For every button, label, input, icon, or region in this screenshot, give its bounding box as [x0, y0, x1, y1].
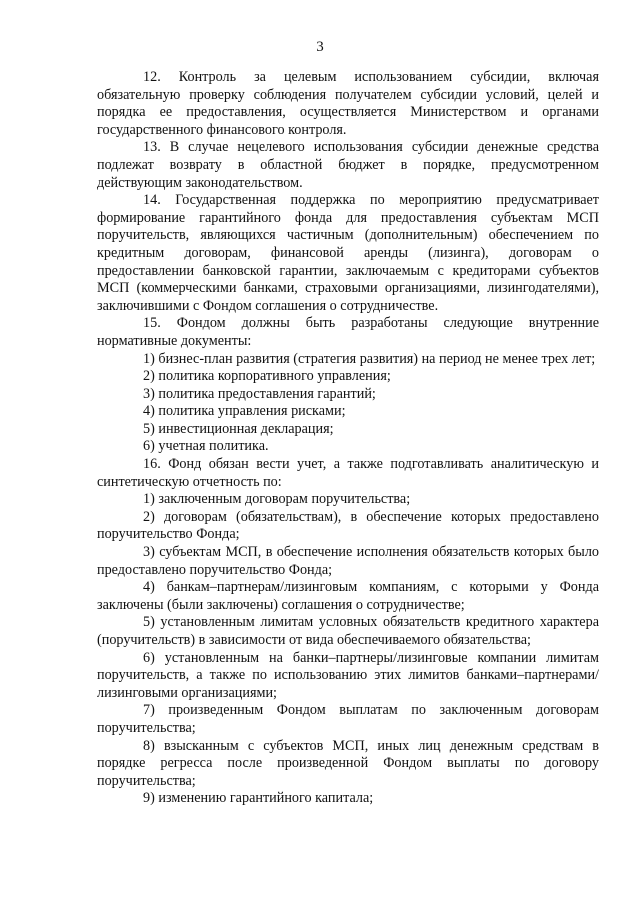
page-number: 3: [316, 39, 324, 55]
list-item-16-4: 4) банкам–партнерам/лизинговым компаниям, с которыми у Фонда заключены (были заключены) соглашения о сотрудничестве;: [97, 579, 599, 613]
list-item-15-1: 1) бизнес-план развития (стратегия развития) на период не менее трех лет;: [143, 350, 596, 367]
list-item-15-4: 4) политика управления рисками;: [143, 403, 346, 420]
list-item-16-2: 2) договорам (обязательствам), в обеспечение которых предоставлено поручительство Фонда;: [97, 508, 599, 543]
list-item-16-1: 1) заключенным договорам поручительства;: [143, 491, 411, 508]
paragraph-16: 16. Фонд обязан вести учет, а также подготавливать аналитическую и синтетическую отчетность по:: [97, 456, 599, 490]
document-body: [97, 69, 599, 808]
paragraph-12: 12. Контроль за целевым использованием субсидии, включая обязательную проверку соблюдения получателем субсидии условий, целей и порядка ее предоставления, осуществляется Министерством и органами государственного финансового контроля.: [97, 69, 599, 138]
list-item-16-8: 8) взысканным с субъектов МСП, иных лиц денежным средствам в порядке регресса после произведенной Фондом выплаты по договору поручительства;: [97, 737, 599, 789]
list-item-15-3: 3) политика предоставления гарантий;: [143, 385, 376, 402]
list-item-16-6: 6) установленным на банки–партнеры/лизинговые компании лимитам поручительств, а также по использованию этих лимитов банками–партнерами/лизинговыми организациями;: [97, 649, 599, 701]
paragraph-14: 14. Государственная поддержка по мероприятию предусматривает формирование гарантийного фонда для предоставления субъектам МСП поручительств, являющихся частичным (дополнительным) обеспечением по кредитным договорам, финансовой аренды (лизинга), договорам о предоставлении банковской гарантии, заключаемым с кредиторами субъектов МСП (коммерческими банками, страховыми организациями, лизингодателями), заключившими с Фондом соглашения о сотрудничестве.: [97, 192, 599, 314]
paragraph-15: 15. Фондом должны быть разработаны следующие внутренние нормативные документы:: [97, 315, 599, 349]
list-item-15-5: 5) инвестиционная декларация;: [143, 420, 334, 437]
list-item-16-3: 3) субъектам МСП, в обеспечение исполнения обязательств которых было предоставлено поручительство Фонда;: [97, 544, 599, 578]
list-item-15-2: 2) политика корпоративного управления;: [143, 368, 391, 385]
list-item-16-9: 9) изменению гарантийного капитала;: [143, 790, 374, 807]
list-item-16-7: 7) произведенным Фондом выплатам по заключенным договорам поручительства;: [97, 702, 599, 736]
paragraph-13: 13. В случае нецелевого использования субсидии денежные средства подлежат возврату в областной бюджет в порядке, предусмотренном действующим законодательством.: [97, 139, 599, 191]
list-item-16-5: 5) установленным лимитам условных обязательств кредитного характера (поручительств) в зависимости от вида обеспечиваемого обязательства;: [97, 614, 599, 648]
list-item-15-6: 6) учетная политика.: [143, 438, 269, 455]
